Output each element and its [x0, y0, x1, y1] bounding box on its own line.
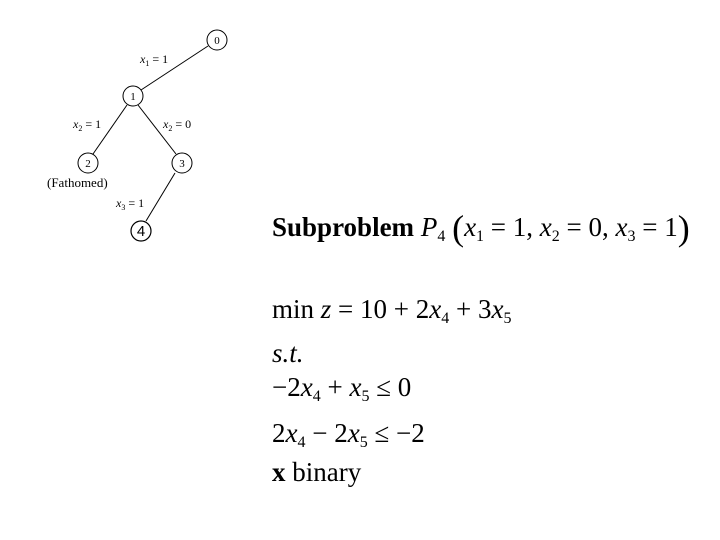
objective-function: $\min z = 10 + 2x_4 + 3x_5$ [272, 294, 512, 327]
subproblem-name-sub: 4 [437, 228, 446, 245]
tree-node-0-label: 0 [214, 35, 220, 47]
tree-node-2 [78, 153, 98, 173]
edge-label-3-4: $x_3 = 1$ [116, 196, 145, 212]
edge-label-0-1: $x_1 = 1$ [140, 52, 169, 68]
fathomed-label: (Fathomed) [47, 175, 108, 190]
tree-node-0 [207, 30, 227, 50]
subject-to-label: s.t. [272, 338, 304, 368]
tree-node-1-label: 1 [130, 91, 136, 103]
tree-node-4 [131, 221, 151, 241]
constraint-2: $2x_4 - 2x_5 \le -2$ [272, 418, 425, 451]
subproblem-word: Subproblem [272, 212, 415, 242]
subproblem-title: Subproblem $P_4$ ($x_1 = 1$, $x_2 = 0$, $x_3 = 1$) [272, 208, 690, 248]
subproblem-name: P [420, 212, 438, 242]
tree-node-3-label: 3 [179, 158, 185, 170]
tree-node-3 [172, 153, 192, 173]
branch-and-bound-tree [0, 0, 280, 260]
tree-edge-3-4 [146, 173, 175, 221]
constraint-1: $-2x_4 + x_5 \le 0$ [272, 372, 412, 405]
edge-label-1-2: $x_2 = 1$ [73, 117, 102, 133]
tree-node-1 [123, 86, 143, 106]
binary-constraint: x binary [272, 457, 362, 487]
tree-node-4-label: 4 [136, 223, 146, 240]
edge-label-1-3: $x_2 = 0$ [163, 117, 192, 133]
tree-node-2-label: 2 [85, 158, 91, 170]
